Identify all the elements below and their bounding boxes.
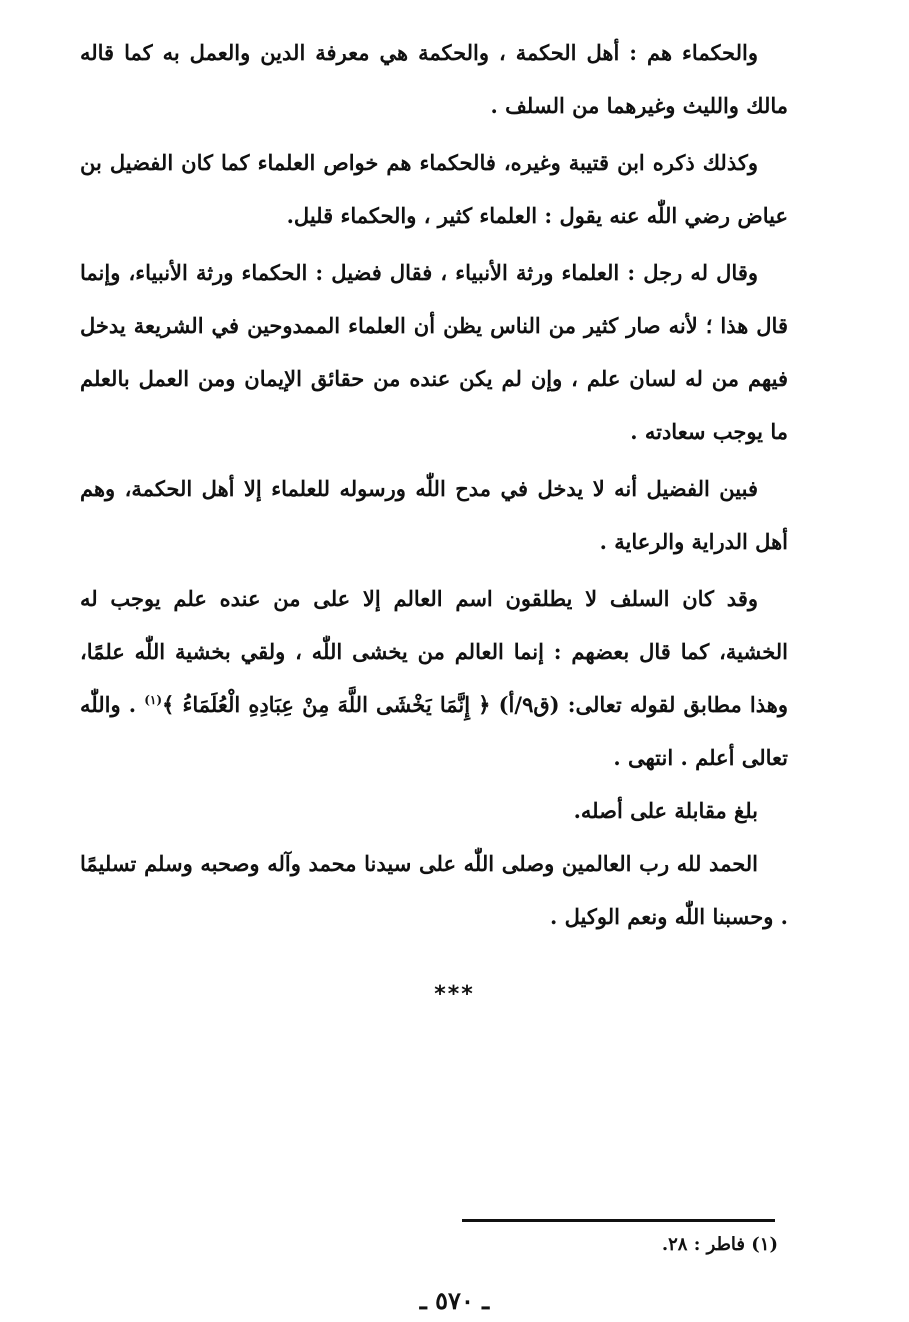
- section-separator: ***: [434, 982, 475, 1007]
- page-number: ـ ٥٧٠ ـ: [419, 1286, 490, 1315]
- paragraph-2: وكذلك ذكره ابن قتيبة وغيره، فالحكماء هم خواص العلماء كما كان الفضيل بن عياض رضي اللّٰه عنه يقول : العلماء كثير ، والحكماء قليل.: [80, 150, 788, 228]
- main-text: [80, 26, 788, 943]
- footnote: (١) فاطر : ٢٨.: [661, 1234, 778, 1255]
- paragraph-7: الحمد لله رب العالمين وصلى اللّٰه على سيدنا محمد وآله وصحبه وسلم تسليمًا . وحسبنا اللّٰه ونعم الوكيل .: [80, 851, 788, 929]
- paragraph-5-ending: . واللّٰه تعالى أعلم . انتهى .: [80, 692, 788, 770]
- paragraph-6: بلغ مقابلة على أصله.: [573, 798, 758, 823]
- footnote-reference: (١): [144, 693, 163, 707]
- paragraph-4: فبين الفضيل أنه لا يدخل في مدح اللّٰه ورسوله للعلماء إلا أهل الحكمة، وهم أهل الدراية والرعاية .: [80, 476, 788, 554]
- footnote-divider: [462, 1219, 775, 1222]
- paragraph-1: والحكماء هم : أهل الحكمة ، والحكمة هي معرفة الدين والعمل به كما قاله مالك والليث وغيرهما من السلف .: [80, 40, 788, 118]
- paragraph-5-text: وقد كان السلف لا يطلقون اسم العالم إلا على من عنده علم يوجب له الخشية، كما قال بعضهم : إنما العالم من يخشى اللّٰه ، ولقي بخشية اللّٰه علمًا، وهذا مطابق لقوله تعالى: (ق٩/أ) ﴿ إِنَّمَا يَخْشَى اللَّهَ مِنْ عِبَادِهِ الْعُلَمَاءُ ﴾: [80, 586, 788, 717]
- paragraph-3: وقال له رجل : العلماء ورثة الأنبياء ، فقال فضيل : الحكماء ورثة الأنبياء، وإنما قال هذا ؛ لأنه صار كثير من الناس يظن أن العلماء الممدوحين في الشريعة يدخل فيهم من له لسان علم ، وإن لم يكن عنده من حقائق الإيمان ومن العمل بالعلم ما يوجب سعادته .: [80, 260, 788, 444]
- paragraph-5: [80, 572, 788, 784]
